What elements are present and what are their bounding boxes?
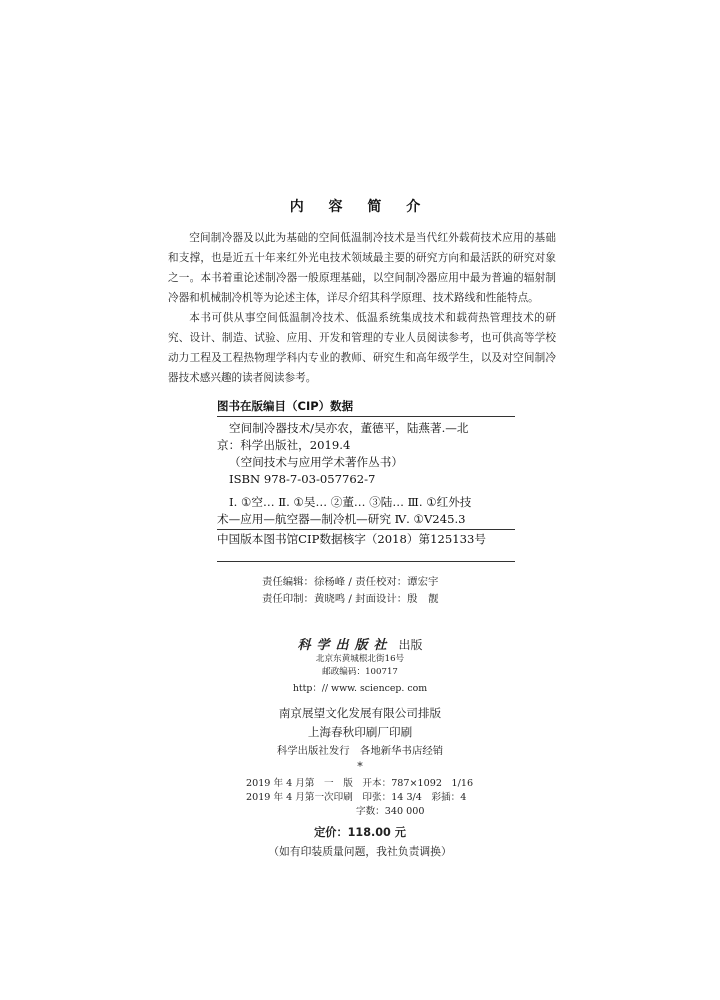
cip-heading: 图书在版编目（CIP）数据: [217, 399, 354, 413]
staff-line: 责任编辑：徐杨峰 / 责任校对：谭宏宇: [262, 576, 439, 588]
cip-divider-bottom: [217, 561, 515, 562]
summary-body: [168, 228, 556, 388]
cip-divider-top: [217, 416, 515, 417]
price: 定价：118.00 元: [314, 826, 406, 839]
publisher-address: 北京东黄城根北街16号: [315, 654, 405, 664]
cip-line: 京：科学出版社，2019.4: [217, 438, 351, 452]
cip-divider-middle: [217, 529, 515, 530]
publisher-logo: 科学出版社: [297, 638, 393, 653]
edition-info: [246, 777, 473, 819]
quality-note: （如有印装质量问题，我社负责调换）: [268, 845, 452, 858]
word-count: 字数：340 000: [356, 806, 425, 817]
cip-line: Ⅰ. ①空… Ⅱ. ①吴… ②董… ③陆… Ⅲ. ①红外技: [229, 495, 472, 509]
publisher-line: [0, 634, 720, 653]
distribution: 科学出版社发行 各地新华书店经销: [276, 745, 444, 757]
summary-title: 内 容 简 介: [289, 199, 431, 215]
cip-line: 空间制冷器技术/吴亦农，董德平，陆燕著.—北: [229, 421, 469, 435]
cip-line: 术—应用—航空器—制冷机—研究 Ⅳ. ①V245.3: [217, 512, 466, 526]
cip-record-number: 中国版本图书馆CIP数据核字（2018）第125133号: [217, 532, 486, 546]
production-block: [0, 704, 720, 761]
summary-paragraph: 空间制冷器及以此为基础的空间低温制冷技术是当代红外载荷技术应用的基础和支撑，也是近五十年来红外光电技术领域最主要的研究方向和最活跃的研究对象之一。本书着重论述制冷器一般原理基础，以空间制冷器应用中最为普遍的辐射制冷器和机械制冷机等为论述主体，详尽介绍其科学原理、技术路线和性能特点。: [168, 232, 556, 304]
cip-line: ISBN 978-7-03-057762-7: [229, 472, 376, 486]
typesetter: 南京展望文化发展有限公司排版: [278, 706, 442, 720]
edition-line: 2019 年 4 月第一次印刷 印张：14 3/4 彩插：4: [246, 792, 467, 803]
separator-star: *: [357, 760, 363, 773]
edition-line: 2019 年 4 月第 一 版 开本：787×1092 1/16: [246, 778, 474, 789]
publisher-website: http：// www. sciencep. com: [292, 683, 428, 694]
publisher-address-block: [0, 653, 720, 679]
publisher-label: 出版: [398, 638, 423, 652]
staff-line: 责任印制：黄晓鸣 / 封面设计：殷 靓: [262, 593, 439, 605]
printer: 上海春秋印刷厂印刷: [307, 725, 413, 739]
staff-credits: [262, 574, 438, 608]
publisher-postcode: 邮政编码：100717: [322, 667, 398, 677]
summary-paragraph: 本书可供从事空间低温制冷技术、低温系统集成技术和载荷热管理技术的研究、设计、制造、试验、应用、开发和管理的专业人员阅读参考，也可供高等学校动力工程及工程热物理学科内专业的教师、研究生和高年级学生，以及对空间制冷器技术感兴趣的读者阅读参考。: [168, 312, 556, 384]
cip-line: （空间技术与应用学术著作丛书）: [229, 455, 403, 469]
cip-entry: [217, 420, 515, 528]
